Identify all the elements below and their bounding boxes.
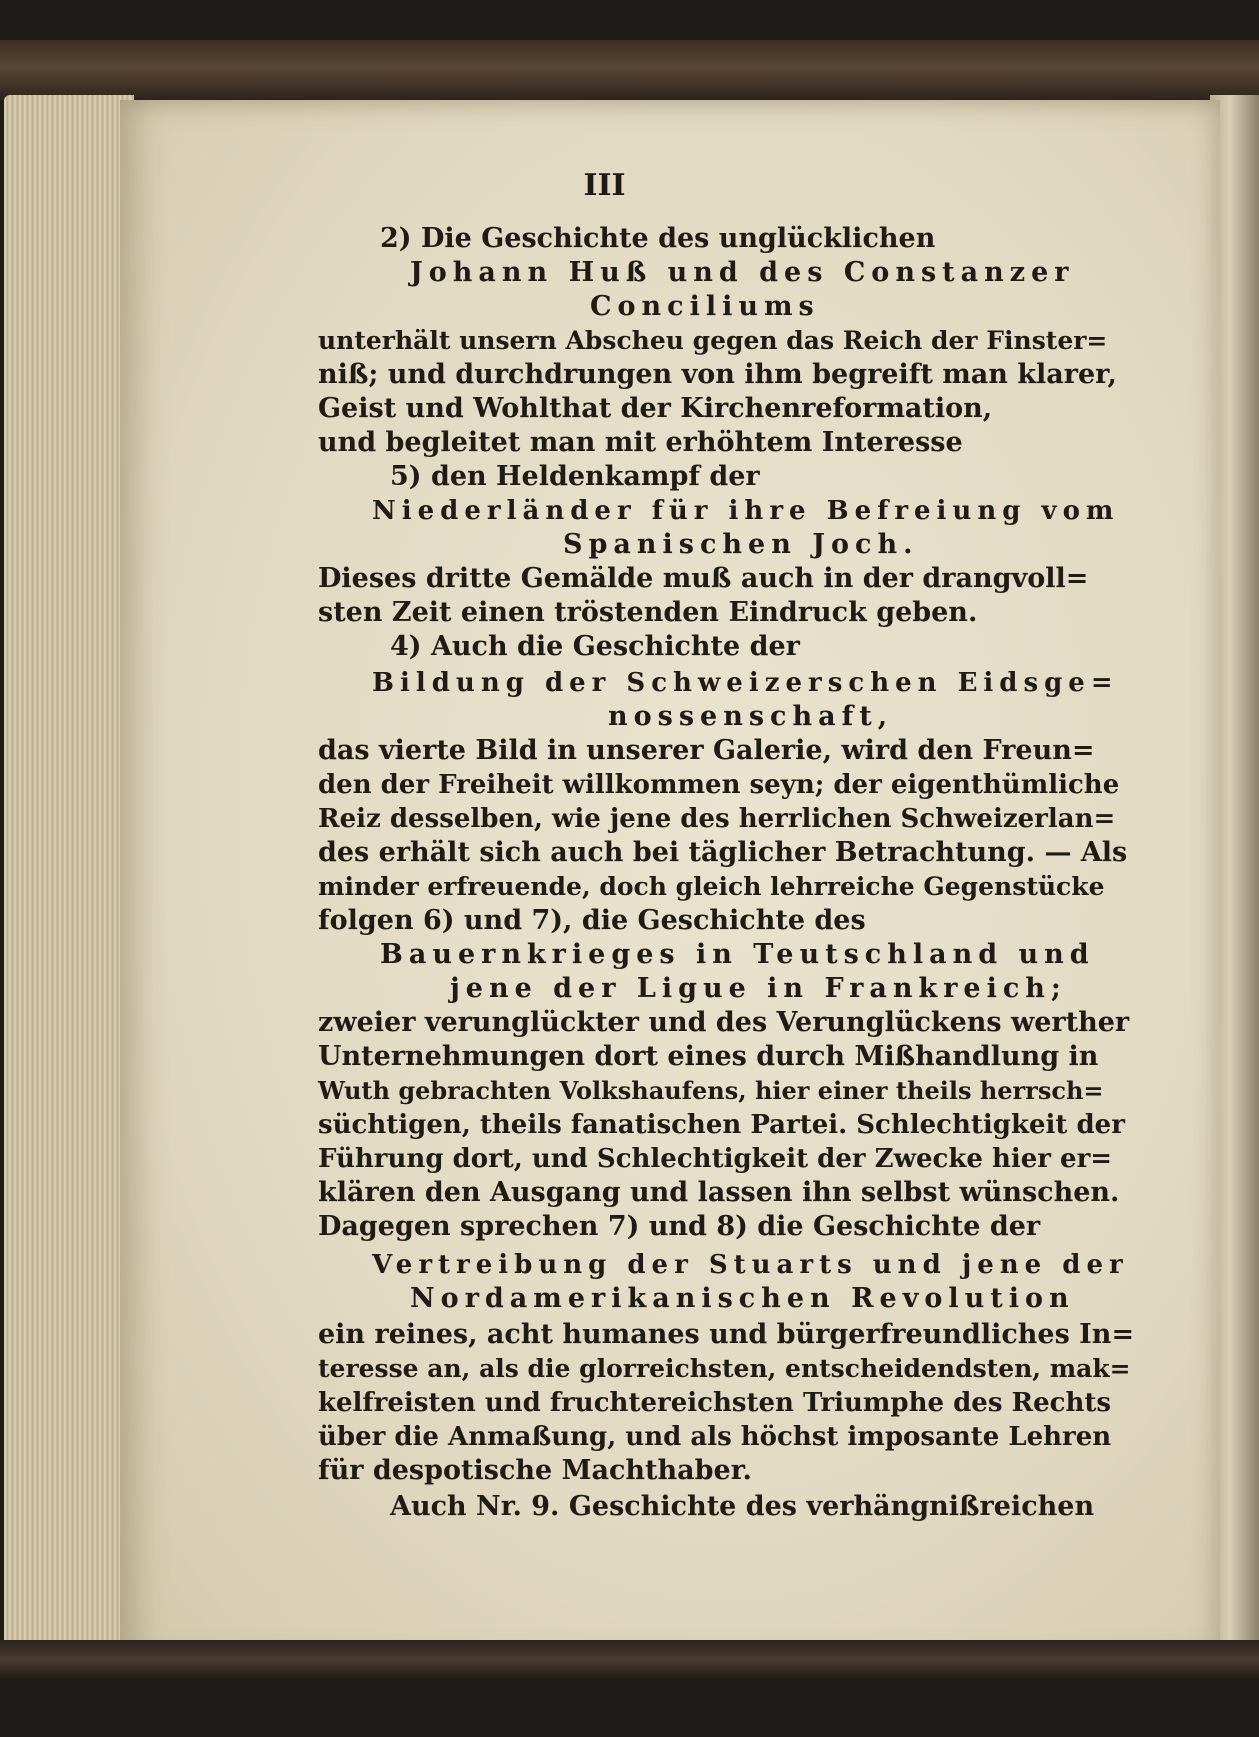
- text-line: süchtigen, theils fanatischen Partei. Schlechtigkeit der: [318, 1110, 1125, 1140]
- text-line: Vertreibung der Stuarts und jene der: [372, 1250, 1129, 1280]
- text-line: folgen 6) und 7), die Geschichte des: [318, 905, 866, 936]
- text-line: klären den Ausgang und lassen ihn selbst wünschen.: [318, 1177, 1120, 1208]
- text-line: Auch Nr. 9. Geschichte des verhängnißreichen: [390, 1491, 1095, 1522]
- text-line: das vierte Bild in unserer Galerie, wird den Freun=: [318, 735, 1095, 766]
- text-line: Niederländer für ihre Befreiung vom: [372, 496, 1120, 526]
- text-line: den der Freiheit willkommen seyn; der eigenthümliche: [318, 770, 1120, 800]
- text-line: sten Zeit einen tröstenden Eindruck geben.: [318, 597, 978, 628]
- text-line: Conciliums: [590, 291, 820, 322]
- text-line: 4) Auch die Geschichte der: [390, 631, 800, 662]
- text-line: Unternehmungen dort eines durch Mißhandlung in: [318, 1041, 1099, 1072]
- text-line: Wuth gebrachten Volkshaufens, hier einer theils herrsch=: [318, 1076, 1104, 1105]
- book-cover-top: [0, 40, 1259, 100]
- text-line: 5) den Heldenkampf der: [390, 461, 760, 492]
- text-line: Dagegen sprechen 7) und 8) die Geschichte der: [318, 1211, 1041, 1242]
- text-line: teresse an, als die glorreichsten, entscheidendsten, mak=: [318, 1354, 1131, 1383]
- text-line: Spanischen Joch.: [563, 529, 919, 560]
- text-line: 2) Die Geschichte des unglücklichen: [380, 223, 936, 254]
- page-edges-left: [4, 95, 134, 1665]
- text-line: niß; und durchdrungen von ihm begreift man klarer,: [318, 359, 1117, 390]
- text-line: Nordamerikanischen Revolution: [410, 1283, 1075, 1314]
- text-line: nossenschaft,: [608, 701, 894, 732]
- book-cover-bottom: [0, 1640, 1259, 1680]
- text-line: ein reines, acht humanes und bürgerfreundliches In=: [318, 1319, 1135, 1350]
- text-line: Bauernkrieges in Teutschland und: [380, 939, 1095, 970]
- text-line: kelfreisten und fruchtereichsten Triumphe des Rechts: [318, 1388, 1112, 1418]
- text-line: Bildung der Schweizerschen Eidsge=: [372, 668, 1119, 698]
- text-line: Reiz desselben, wie jene des herrlichen Schweizerlan=: [318, 804, 1116, 834]
- text-line: Führung dort, und Schlechtigkeit der Zwecke hier er=: [318, 1144, 1113, 1174]
- text-line: jene der Ligue in Frankreich;: [450, 973, 1067, 1004]
- text-line: und begleitet man mit erhöhtem Interesse: [318, 427, 963, 458]
- text-line: für despotische Machthaber.: [318, 1455, 752, 1486]
- page-number: III: [583, 168, 626, 203]
- text-line: minder erfreuende, doch gleich lehrreiche Gegenstücke: [318, 872, 1105, 901]
- text-line: Dieses dritte Gemälde muß auch in der drangvoll=: [318, 563, 1089, 594]
- text-line: Johann Huß und des Constanzer: [410, 257, 1075, 288]
- text-line: zweier verunglückter und des Verunglückens werther: [318, 1007, 1130, 1038]
- text-line: des erhält sich auch bei täglicher Betrachtung. — Als: [318, 837, 1128, 868]
- text-line: unterhält unsern Abscheu gegen das Reich der Finster=: [318, 326, 1108, 355]
- text-line: über die Anmaßung, und als höchst imposante Lehren: [318, 1422, 1112, 1452]
- text-line: Geist und Wohlthat der Kirchenreformation,: [318, 393, 993, 424]
